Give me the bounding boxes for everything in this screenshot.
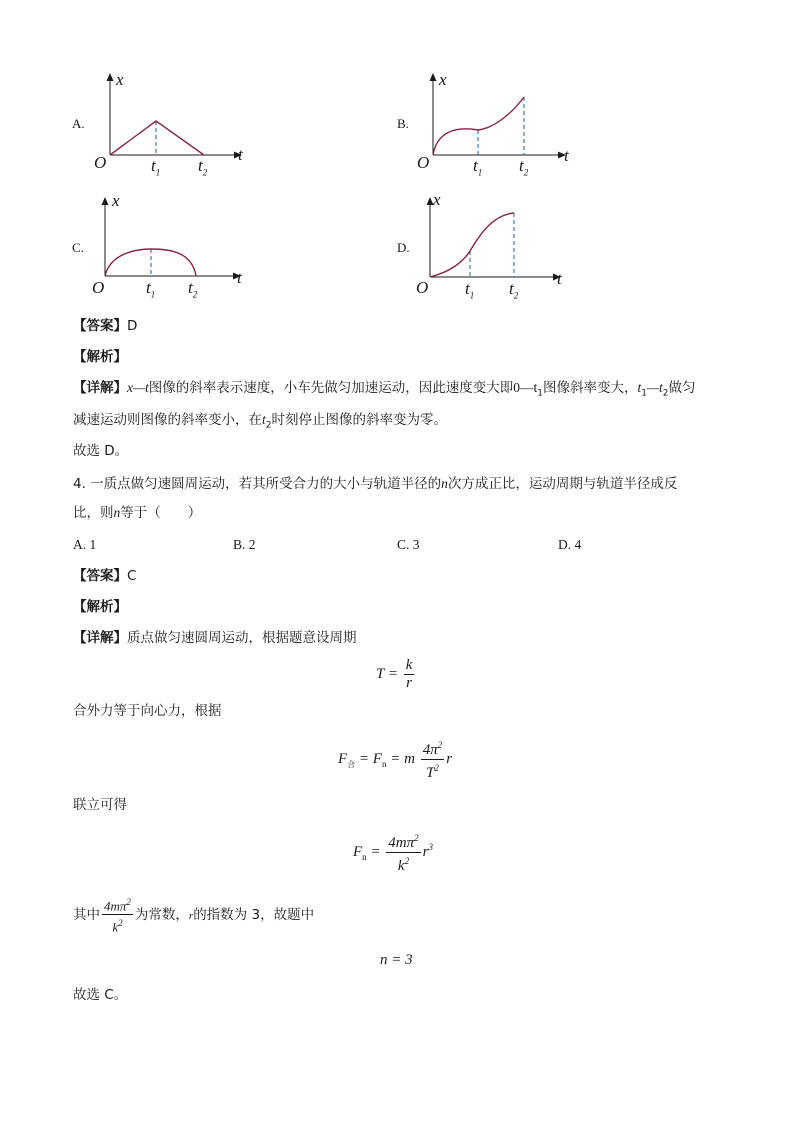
graph-b-x-label: t [564, 146, 569, 165]
graph-c-x-label: t [237, 268, 242, 287]
option-b-label: B. [397, 116, 409, 131]
graph-b-y-label: x [439, 70, 447, 89]
option-c-label: C. [72, 240, 84, 255]
q4-choice-b: B. 2 [233, 537, 256, 552]
graph-d-t1: $t_1$ [465, 279, 475, 301]
q4-analysis-tag: 【解析】 [73, 599, 127, 615]
q4-stem-line-2: 比，则n等于（ ） [73, 505, 202, 521]
graph-a-x-label: t [238, 145, 243, 164]
graph-d-origin: O [416, 278, 429, 297]
q4-detail: 【详解】质点做匀速圆周运动，根据题意设周期 [73, 630, 357, 646]
graph-c-origin: O [92, 278, 105, 297]
graph-b-t2: $t_2$ [519, 156, 529, 178]
q4-choice-a: A. 1 [73, 537, 97, 552]
q3-analysis-tag: 【解析】 [73, 349, 127, 365]
equation-3: $F_n$ = $\frac{4m\pi^2}{k^2}$ $r^3$ [353, 830, 433, 875]
q3-detail-line-1: 【详解】x—t图像的斜率表示速度，小车先做匀加速运动，因此速度变大即$0—t_1$图像斜率变大，$t_1—t_2$做匀 [73, 380, 696, 399]
q3-answer [73, 316, 137, 336]
graph-d [395, 190, 595, 304]
graph-a-origin: O [94, 153, 107, 172]
graph-b-origin: O [417, 153, 430, 172]
graph-d-y-label: x [433, 190, 441, 209]
graph-c-t1: $t_1$ [146, 278, 156, 300]
equation-1: T = $\frac{k}{r}$ [376, 657, 413, 691]
graph-a [70, 70, 270, 180]
graph-c-t2: $t_2$ [188, 278, 198, 300]
equation-4: n = 3 [380, 952, 413, 968]
option-d-label: D. [397, 240, 410, 255]
option-a-label: A. [72, 116, 85, 131]
graph-b [395, 70, 595, 180]
graph-d-x-label: t [557, 269, 562, 288]
q4-choice-d: D. 4 [558, 537, 582, 552]
graph-c-y-label: x [112, 191, 120, 210]
q4-answer: 【答案】C [73, 568, 137, 584]
q3-conclusion: 故选 D。 [73, 443, 129, 459]
answer-tag: 【答案】 [73, 318, 127, 334]
q4-choice-c: C. 3 [397, 537, 420, 552]
q4-conclusion: 故选 C。 [73, 987, 128, 1003]
q4-stem-line-1: 4. 一质点做匀速圆周运动，若其所受合力的大小与轨道半径的n次方成正比，运动周期与轨道半径成反 [73, 476, 678, 492]
graph-b-t1: $t_1$ [473, 156, 483, 178]
graph-d-t2: $t_2$ [509, 279, 519, 301]
q4-text-2: 合外力等于向心力，根据 [73, 703, 222, 719]
q3-detail-line-2: 减速运动则图像的斜率变小，在$t_2$时刻停止图像的斜率变为零。 [73, 412, 447, 431]
graph-a-t1: $t_1$ [151, 156, 161, 178]
graph-a-t2: $t_2$ [198, 156, 208, 178]
q4-text-4: 其中 $\frac{4m\pi^2}{k^2}$ 为常数，r的指数为 3，故题中 [73, 894, 314, 936]
q4-text-3: 联立可得 [73, 797, 127, 813]
equation-2: $F_合 = F_n = m$ $\frac{4\pi^2}{T^2}$ r [338, 737, 452, 782]
graph-a-y-label: x [116, 70, 124, 89]
graph-c [70, 191, 270, 304]
answer-value: D [127, 318, 138, 334]
